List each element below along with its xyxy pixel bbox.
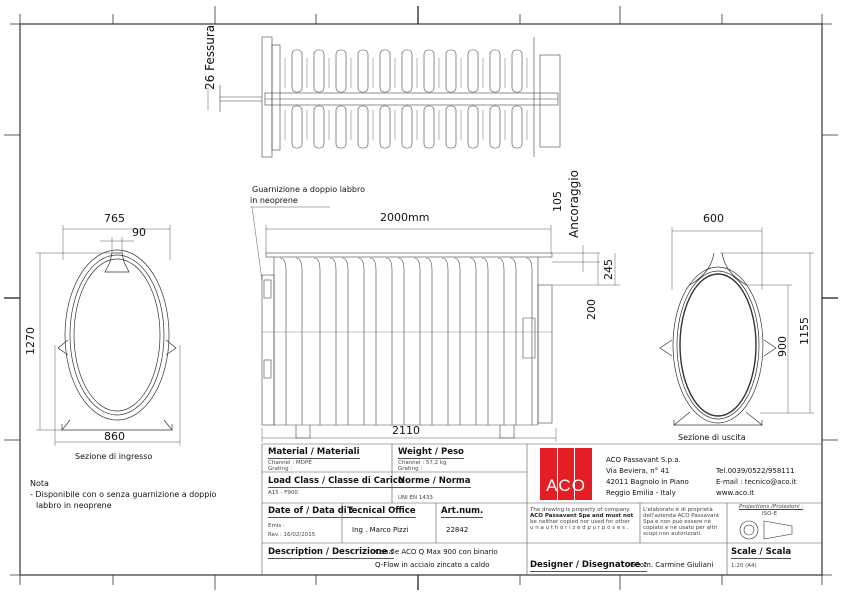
aco-logo (540, 448, 592, 500)
dim-860: 860 (104, 430, 125, 443)
company-address2: 42011 Bagnolo in Piano (606, 478, 689, 486)
scale-value: 1:20 (A4) (731, 563, 757, 569)
scale-heading: Scale / Scala (731, 547, 792, 557)
company-email: E-mail : tecnico@aco.it (716, 478, 797, 486)
norm-heading: Norme / Norma (398, 476, 471, 486)
dim-900: 900 (776, 336, 789, 357)
dim-2110: 2110 (392, 424, 420, 437)
aco-logo-text: ACO (546, 476, 586, 495)
disclaimer-it-5: scopi non autorizzati. (643, 531, 702, 537)
note-line2: labbro in neoprene (36, 501, 112, 510)
company-tel: Tel.0039/0522/958111 (716, 467, 795, 475)
projection-symbol-icon (740, 521, 792, 539)
designer-value: Geom. Carmine Giuliani (630, 561, 714, 569)
date-emis: Emis : (268, 523, 285, 529)
disclaimer-it-4: copiato e né usato per altri (643, 525, 718, 531)
company-address1: Via Beviera, n° 41 (606, 467, 670, 475)
date-heading: Date of / Data di : (268, 506, 354, 516)
dim-1270: 1270 (24, 327, 37, 355)
company-name: ACO Passavant S.p.a. (606, 456, 681, 464)
inlet-section-drawing (58, 250, 176, 430)
description-heading: Description / Descrizione : (268, 547, 394, 557)
description-line1: Canale ACO Q Max 900 con binario (375, 548, 498, 556)
weight-grating: Grating : (398, 466, 423, 472)
load-class-heading: Load Class / Classe di Carico (268, 476, 404, 486)
disclaimer-it-1: L'elaborato è di proprietà (643, 507, 713, 513)
designer-heading: Designer / Disegnatore : (530, 560, 647, 570)
dimension-lines (36, 88, 814, 446)
outlet-section-drawing (660, 253, 776, 425)
company-address3: Reggio Emilia - Italy (606, 489, 676, 497)
note-line1: - Disponibile con o senza guarnizione a doppio (30, 490, 217, 499)
disclaimer-en-1: The drawing is property of company (530, 507, 630, 513)
weight-heading: Weight / Peso (398, 447, 464, 457)
dim-90: 90 (132, 226, 146, 239)
front-view (262, 253, 552, 438)
dim-200: 200 (585, 299, 598, 320)
disclaimer-en-3: be neither copied nor used for other (530, 519, 630, 525)
office-heading: Tecnical Office (347, 506, 416, 516)
inlet-section-title: Sezione di ingresso (75, 452, 153, 461)
disclaimer-it-3: Spa e non può essere né (643, 519, 712, 525)
dim-245: 245 (602, 259, 615, 280)
material-grating: Grating : (268, 466, 293, 472)
dim-2000mm: 2000mm (380, 211, 430, 224)
dim-600: 600 (703, 212, 724, 225)
dim-1155: 1155 (798, 317, 811, 345)
weight-channel: Channel : 57,2 kg (398, 460, 447, 466)
disclaimer-en-2: ACO Passavant Spa and must not (530, 513, 634, 519)
date-rev: Rev : 16/02/2015 (268, 532, 316, 538)
gasket-callout-line2: in neoprene (250, 196, 298, 205)
dim-105: 105 (551, 191, 564, 212)
material-channel: Channel : MDPE (268, 460, 312, 466)
gasket-callout-line1: Guarnizione a doppio labbro (252, 185, 365, 194)
projection-value: ISO-E (762, 511, 778, 517)
material-heading: Material / Materiali (268, 447, 360, 457)
projection-heading: Projections /Proiezioni : (739, 504, 804, 510)
art-num-value: 22842 (446, 526, 469, 534)
company-web: www.aco.it (716, 489, 754, 497)
outlet-section-title: Sezione di uscita (678, 433, 746, 442)
disclaimer-it-2: dell'azienda ACO Passavant (643, 513, 720, 519)
load-class-value: A15 - F900 (268, 490, 298, 496)
art-num-heading: Art.num. (441, 506, 484, 516)
office-value: Ing . Marco Pizzi (352, 526, 409, 534)
dim-ancoraggio: Ancoraggio (567, 170, 581, 238)
disclaimer-en-4: u n a u t h o r i z e d p u r p o s e s . (530, 525, 629, 531)
dim-765: 765 (104, 212, 125, 225)
note-title: Nota (30, 479, 49, 488)
fessura-dimension: 26 Fessura (203, 24, 217, 90)
norm-value: UNI EN 1433 (398, 495, 433, 501)
top-view (220, 37, 560, 157)
description-line2: Q-Flow in acciaio zincato a caldo (375, 561, 490, 569)
